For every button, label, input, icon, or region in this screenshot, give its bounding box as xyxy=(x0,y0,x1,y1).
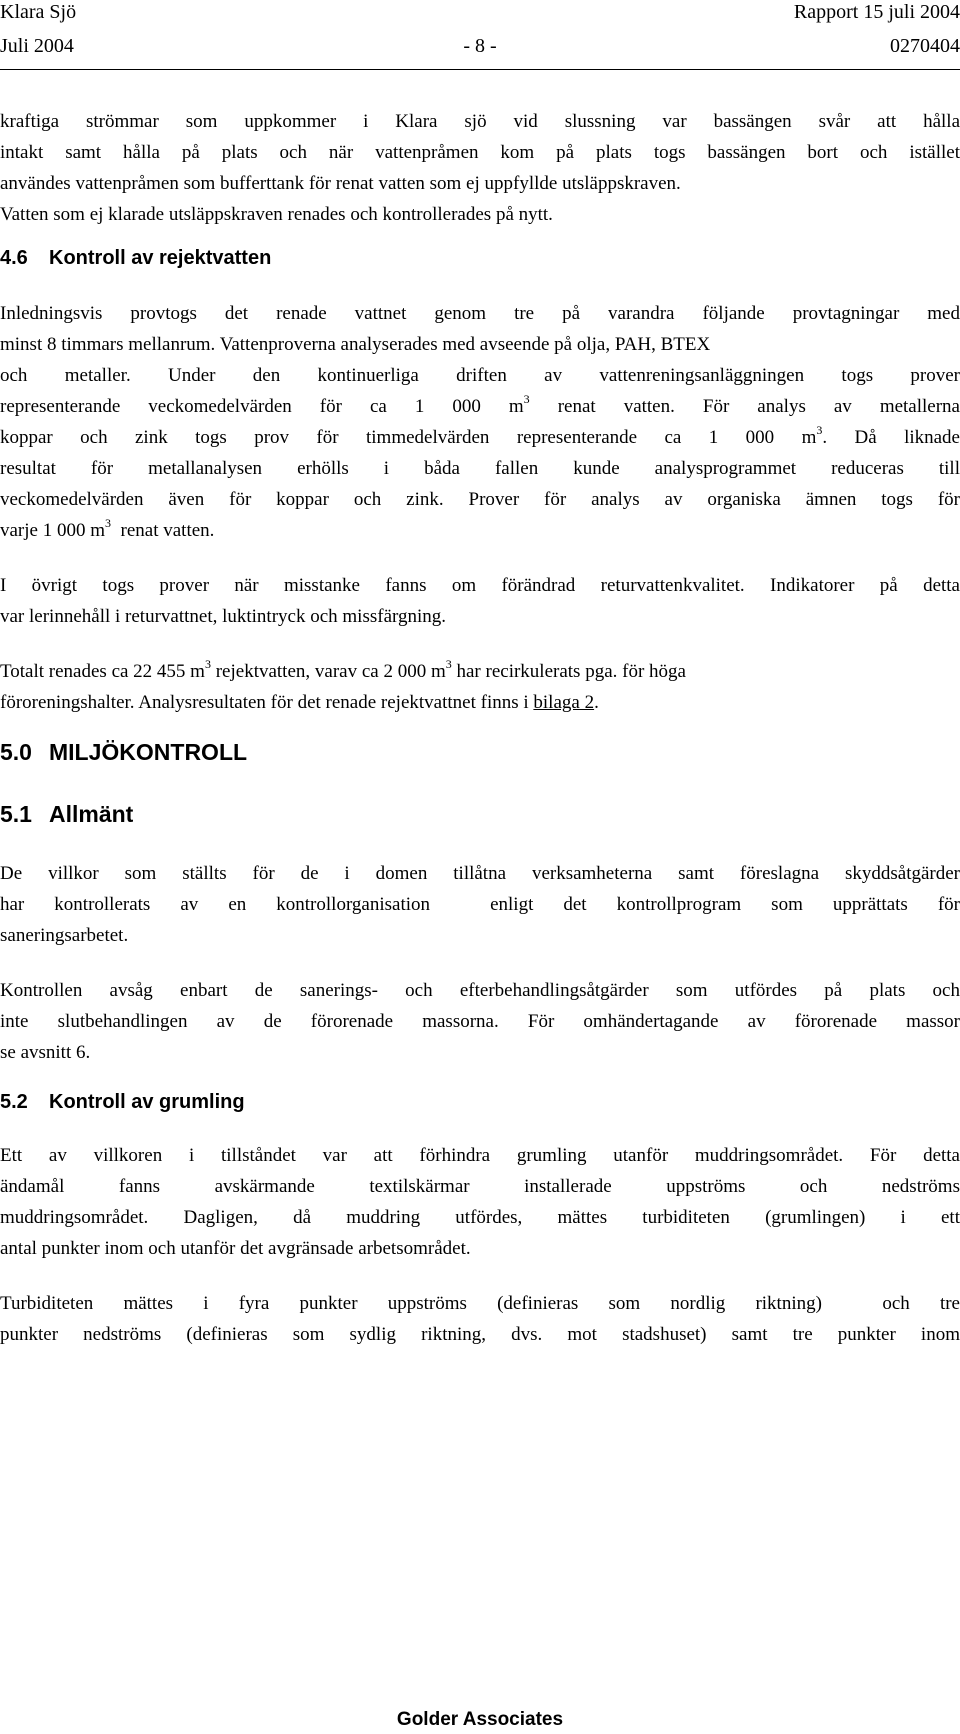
text-line: I övrigt togs prover när misstanke fanns om förändrad returvattenkvalitet. Indikatorer på detta xyxy=(0,575,960,596)
text-line: Vatten som ej klarade utsläppskraven renades och kontrollerades på nytt. xyxy=(0,204,553,225)
text-line: intakt samt hålla på plats och när vattenpråmen kom på plats togs bassängen bort och istället xyxy=(0,142,960,163)
header-divider xyxy=(0,69,960,70)
section-heading-4-6 xyxy=(0,244,960,272)
text-line: saneringsarbetet. xyxy=(0,925,129,946)
superscript: 3 xyxy=(523,391,530,406)
text-span: . xyxy=(594,692,599,713)
text-span: Totalt renades ca 22 455 m xyxy=(0,661,205,682)
paragraph-turbidity-control xyxy=(0,1140,960,1264)
section-number: 4.6 xyxy=(0,247,28,269)
text-line: resultat för metallanalysen erhölls i båda fallen kunde analysprogrammet reduceras till xyxy=(0,458,960,479)
text-span: rejektvatten, varav ca 2 000 m xyxy=(210,661,446,682)
text-line: se avsnitt 6. xyxy=(0,1042,91,1063)
text-line: inte slutbehandlingen av de förorenade massorna. För omhändertagande av förorenade massor xyxy=(0,1011,960,1032)
text-span: koppar och zink togs prov för timmedelvärden representerande ca 1 000 m xyxy=(0,427,817,448)
section-number: 5.0 xyxy=(0,739,32,765)
text-line xyxy=(0,687,960,718)
text-line: kraftiga strömmar som uppkommer i Klara sjö vid slussning var bassängen svår att hålla xyxy=(0,111,960,132)
text-line: veckomedelvärden även för koppar och zink. Prover för analys av organiska ämnen togs för xyxy=(0,489,960,510)
paragraph-turbidity-points xyxy=(0,1288,960,1350)
text-line xyxy=(0,391,960,422)
text-span: . Då liknade xyxy=(822,427,960,448)
text-line: var lerinnehåll i returvattnet, luktintryck och missfärgning. xyxy=(0,606,447,627)
text-span: renat vatten. xyxy=(111,520,215,541)
section-heading-5-0 xyxy=(0,738,960,766)
section-title: Kontroll av grumling xyxy=(49,1091,245,1113)
header-project-name: Klara Sjö xyxy=(0,1,77,23)
text-line: Kontrollen avsåg enbart de sanerings- och efterbehandlingsåtgärder som utfördes på plats och xyxy=(0,980,960,1001)
text-line: antal punkter inom och utanför det avgränsade arbetsområdet. xyxy=(0,1238,471,1259)
section-title: Kontroll av rejektvatten xyxy=(49,247,272,269)
header-report-title: Rapport 15 juli 2004 xyxy=(793,1,960,23)
header-page-number: - 8 - xyxy=(463,35,497,57)
text-line: Turbiditeten mättes i fyra punkter uppströms (definieras som nordlig riktning) och tre xyxy=(0,1293,960,1314)
paragraph-totals xyxy=(0,656,960,718)
text-line: Ett av villkoren i tillståndet var att förhindra grumling utanför muddringsområdet. För detta xyxy=(0,1145,960,1166)
text-line: och metaller. Under den kontinuerliga driften av vattenreningsanläggningen togs prover xyxy=(0,365,960,386)
superscript: 3 xyxy=(105,515,112,530)
text-line: användes vattenpråmen som bufferttank för renat vatten som ej uppfyllde utsläppskraven. xyxy=(0,173,681,194)
text-line: Inledningsvis provtogs det renade vattnet genom tre på varandra följande provtagningar med xyxy=(0,303,960,324)
section-title: MILJÖKONTROLL xyxy=(49,739,248,765)
paragraph-sampling xyxy=(0,298,960,546)
page-footer-company: Golder Associates xyxy=(396,1709,564,1730)
text-line: har kontrollerats av en kontrollorganisation enligt det kontrollprogram som upprättats för xyxy=(0,894,960,915)
text-span: har recirkulerats pga. för höga xyxy=(451,661,686,682)
paragraph-control-scope xyxy=(0,975,960,1068)
text-span: renat vatten. För analys av metallerna xyxy=(529,396,960,417)
header-document-number: 0270404 xyxy=(890,35,960,57)
text-span: representerande veckomedelvärden för ca 1 000 m xyxy=(0,396,524,417)
text-span: varje 1 000 m xyxy=(0,520,106,541)
document-body xyxy=(0,106,960,1350)
text-line xyxy=(0,515,960,546)
section-heading-5-1 xyxy=(0,800,960,828)
text-line xyxy=(0,422,960,453)
text-line: muddringsområdet. Dagligen, då muddring utfördes, mättes turbiditeten (grumlingen) i ett xyxy=(0,1207,960,1228)
text-line: ändamål fanns avskärmande textilskärmar installerade uppströms och nedströms xyxy=(0,1176,960,1197)
section-heading-5-2 xyxy=(0,1088,960,1116)
text-line: De villkor som ställts för de i domen tillåtna verksamheterna samt föreslagna skyddsåtgärder xyxy=(0,863,960,884)
superscript: 3 xyxy=(445,656,452,671)
paragraph-general xyxy=(0,858,960,951)
text-line: punkter nedströms (definieras som sydlig riktning, dvs. mot stadshuset) samt tre punkter inom xyxy=(0,1324,960,1345)
paragraph-other-samples xyxy=(0,570,960,632)
text-line: minst 8 timmars mellanrum. Vattenproverna analyserades med avseende på olja, PAH, BTEX xyxy=(0,334,711,355)
paragraph-intro xyxy=(0,106,960,230)
header-date: Juli 2004 xyxy=(0,35,74,57)
text-span: föroreningshalter. Analysresultaten för det renade rejektvattnet finns i xyxy=(0,692,534,713)
section-title: Allmänt xyxy=(49,801,134,827)
text-line xyxy=(0,656,960,687)
section-number: 5.2 xyxy=(0,1091,28,1113)
superscript: 3 xyxy=(816,422,823,437)
section-number: 5.1 xyxy=(0,801,32,827)
appendix-link[interactable]: bilaga 2 xyxy=(533,692,595,713)
superscript: 3 xyxy=(204,656,211,671)
